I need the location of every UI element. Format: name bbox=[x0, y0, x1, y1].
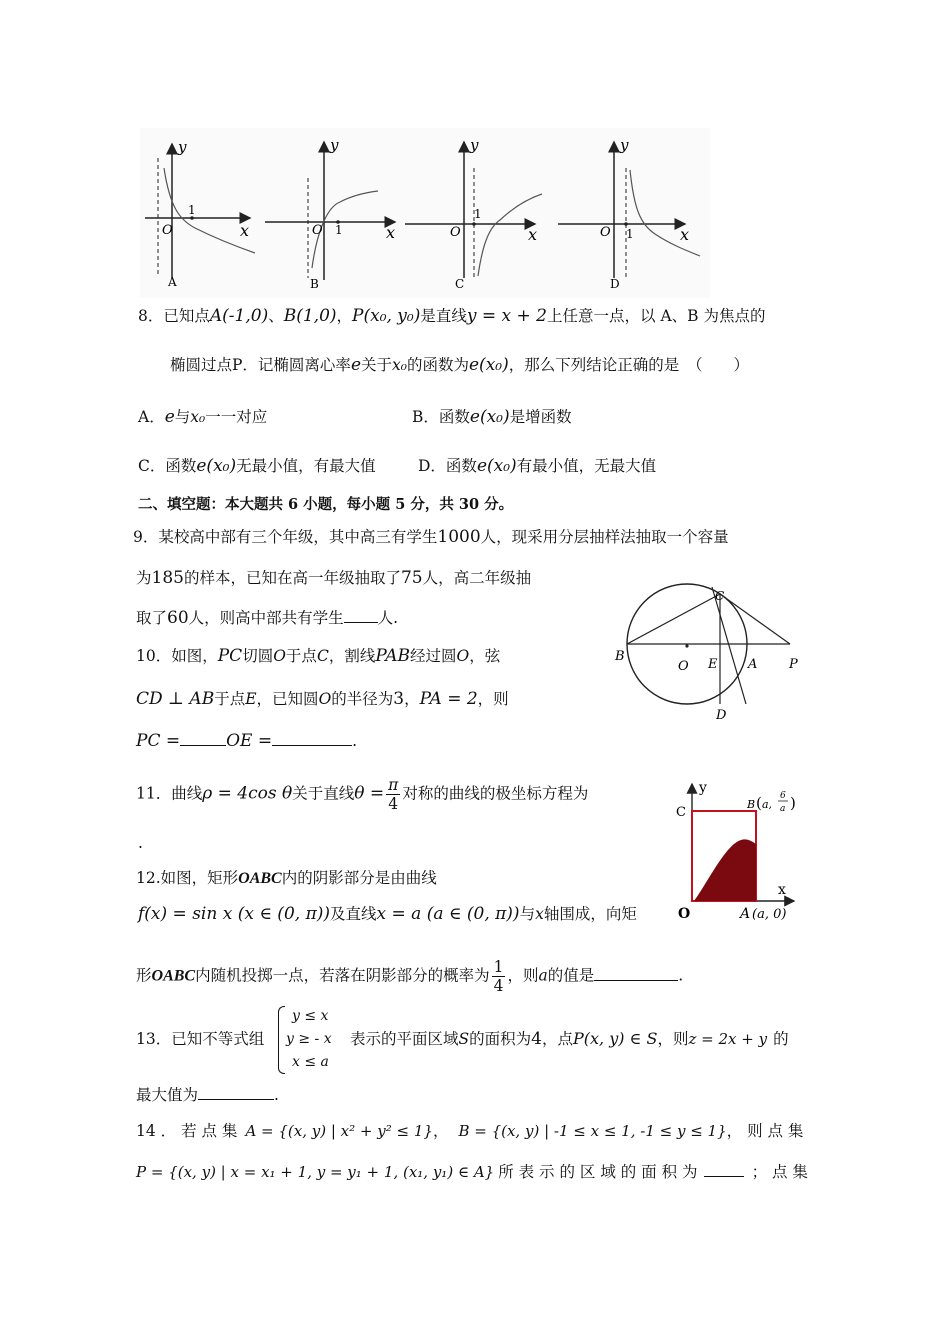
rect-b-a: a, bbox=[762, 798, 773, 811]
q14-line2: P = {(x, y) | x = x₁ + 1, y = y₁ + 1, (x₁, y₁) ∈ A} 所 表 示 的 区 域 的 面 积 为 ； 点 集 bbox=[136, 1163, 808, 1181]
q10-line1: 10．如图，PC切圆O于点C，割线PAB经过圆O，弦 bbox=[136, 646, 501, 666]
circle-label-e: E bbox=[708, 657, 718, 672]
section-heading: 二、填空题：本大题共 6 小题，每小题 5 分，共 30 分。 bbox=[138, 496, 514, 513]
q10-line3: PC = OE = . bbox=[136, 731, 358, 751]
q11-pi-over-4: $\frac{\pi}{4}$ bbox=[388, 776, 399, 813]
svg-text:x: x bbox=[386, 223, 396, 242]
graph-d-label: D bbox=[610, 277, 620, 291]
q12-fraction: $\frac{1}{4}$ bbox=[493, 958, 504, 995]
graph-c-label: C bbox=[455, 277, 465, 291]
q14-answer-blank bbox=[704, 1162, 744, 1177]
q13-cond2: y ≥ - x bbox=[286, 1031, 332, 1047]
svg-text:1: 1 bbox=[335, 223, 343, 237]
q13-answer-blank bbox=[198, 1085, 274, 1100]
q9-line2: 为185的样本，已知在高一年级抽取了75人，高二年级抽 bbox=[136, 568, 532, 588]
q8-option-a: A．e与x₀一一对应 bbox=[138, 407, 268, 427]
svg-text:x: x bbox=[680, 225, 690, 244]
svg-text:x: x bbox=[528, 225, 538, 244]
rectangle-shaded-figure bbox=[672, 778, 802, 923]
svg-text:y: y bbox=[330, 136, 339, 154]
circle-tangent-figure bbox=[612, 582, 812, 724]
q12-line1: 12.如图，矩形OABC内的阴影部分是由曲线 bbox=[136, 869, 437, 887]
graph-a-origin: O bbox=[162, 223, 173, 238]
q14-line1: 14 ． 若 点 集 A = {(x, y) | x² + y² ≤ 1}， B = {(x, y) | -1 ≤ x ≤ 1, -1 ≤ y ≤ 1}， 则 点 集 bbox=[136, 1122, 804, 1140]
q8-line2: 椭圆过点P．记椭圆离心率e关于x₀的函数为e(x₀)，那么下列结论正确的是 （ ） bbox=[170, 355, 749, 375]
svg-text:O: O bbox=[450, 225, 461, 240]
q12-answer-blank bbox=[594, 966, 678, 981]
circle-label-o: O bbox=[678, 659, 689, 674]
svg-text:O: O bbox=[312, 223, 323, 238]
q11-dot: . bbox=[138, 834, 143, 852]
rect-b-num: 6 bbox=[780, 791, 786, 801]
circle-label-d: D bbox=[716, 708, 727, 723]
q9-answer-blank bbox=[344, 608, 378, 623]
q8-option-b: B．函数e(x₀)是增函数 bbox=[412, 407, 572, 427]
q13-line1-pre: 13．已知不等式组 bbox=[136, 1030, 265, 1048]
svg-text:O: O bbox=[600, 225, 611, 240]
q13-cond3: x ≤ a bbox=[292, 1054, 329, 1070]
svg-text:y: y bbox=[470, 136, 479, 154]
q11-line1: 11．曲线ρ = 4cos θ关于直线θ = $\frac{\pi}{4}$ 对称的曲线的极坐标方程为 bbox=[136, 776, 589, 813]
rect-label-y: y bbox=[699, 780, 707, 796]
svg-text:1: 1 bbox=[626, 227, 634, 241]
rect-label-o: O bbox=[678, 906, 691, 922]
q12-line2: f(x) = sin x (x ∈ (0, π))及直线x = a (a ∈ (0, π))与x轴围成，向矩 bbox=[138, 904, 637, 924]
circle-label-c: C bbox=[715, 589, 725, 603]
q8-option-d: D．函数e(x₀)有最小值，无最大值 bbox=[418, 456, 657, 476]
q12-line3: 形OABC内随机投掷一点，若落在阴影部分的概率为 $\frac{1}{4}$ ，则a的值是 . bbox=[136, 958, 684, 995]
function-graphs-figure bbox=[140, 128, 710, 298]
circle-label-p: P bbox=[789, 657, 798, 672]
graph-a-one: 1 bbox=[188, 203, 196, 217]
q8-line1: 8．已知点A(-1,0)、B(1,0)，P(x₀, y₀)是直线y = x + 2上任意一点，以 A、B 为焦点的 bbox=[138, 306, 766, 326]
graph-b-label: B bbox=[310, 277, 319, 291]
circle-label-b: B bbox=[615, 649, 625, 664]
rect-label-b: B bbox=[747, 798, 756, 811]
q8-option-c: C．函数e(x₀)无最小值，有最大值 bbox=[138, 456, 376, 476]
q13-cond1: y ≤ x bbox=[292, 1008, 329, 1024]
q10-oe-blank bbox=[272, 731, 352, 746]
circle-label-a: A bbox=[748, 657, 758, 672]
rect-b-close: ) bbox=[790, 794, 796, 812]
q9-line3: 取了60人，则高中部共有学生 人. bbox=[136, 608, 399, 628]
svg-text:1: 1 bbox=[474, 207, 482, 221]
rect-label-a: A bbox=[740, 906, 751, 922]
graph-a-label: A bbox=[168, 275, 177, 289]
graph-a-y: y bbox=[178, 138, 187, 156]
q13-brace bbox=[278, 1006, 285, 1074]
q10-line2: CD ⊥ AB于点E，已知圆O的半径为3，PA = 2，则 bbox=[136, 689, 509, 709]
rect-label-x: x bbox=[778, 882, 786, 898]
rect-b-den: a bbox=[780, 804, 786, 814]
rect-b-open: ( bbox=[756, 794, 762, 812]
rect-a-coord: (a, 0) bbox=[752, 907, 787, 922]
q13-line1: 表示的平面区域S的面积为4，点P(x, y) ∈ S，则z = 2x + y 的 bbox=[350, 1029, 789, 1049]
graph-a-x: x bbox=[240, 221, 250, 240]
q9-line1: 9．某校高中部有三个年级，其中高三有学生1000人，现采用分层抽样法抽取一个容量 bbox=[133, 527, 729, 547]
svg-text:y: y bbox=[620, 136, 629, 154]
rect-label-c: C bbox=[676, 805, 686, 820]
q13-line2: 最大值为 . bbox=[136, 1086, 279, 1104]
q10-pc-blank bbox=[180, 731, 226, 746]
